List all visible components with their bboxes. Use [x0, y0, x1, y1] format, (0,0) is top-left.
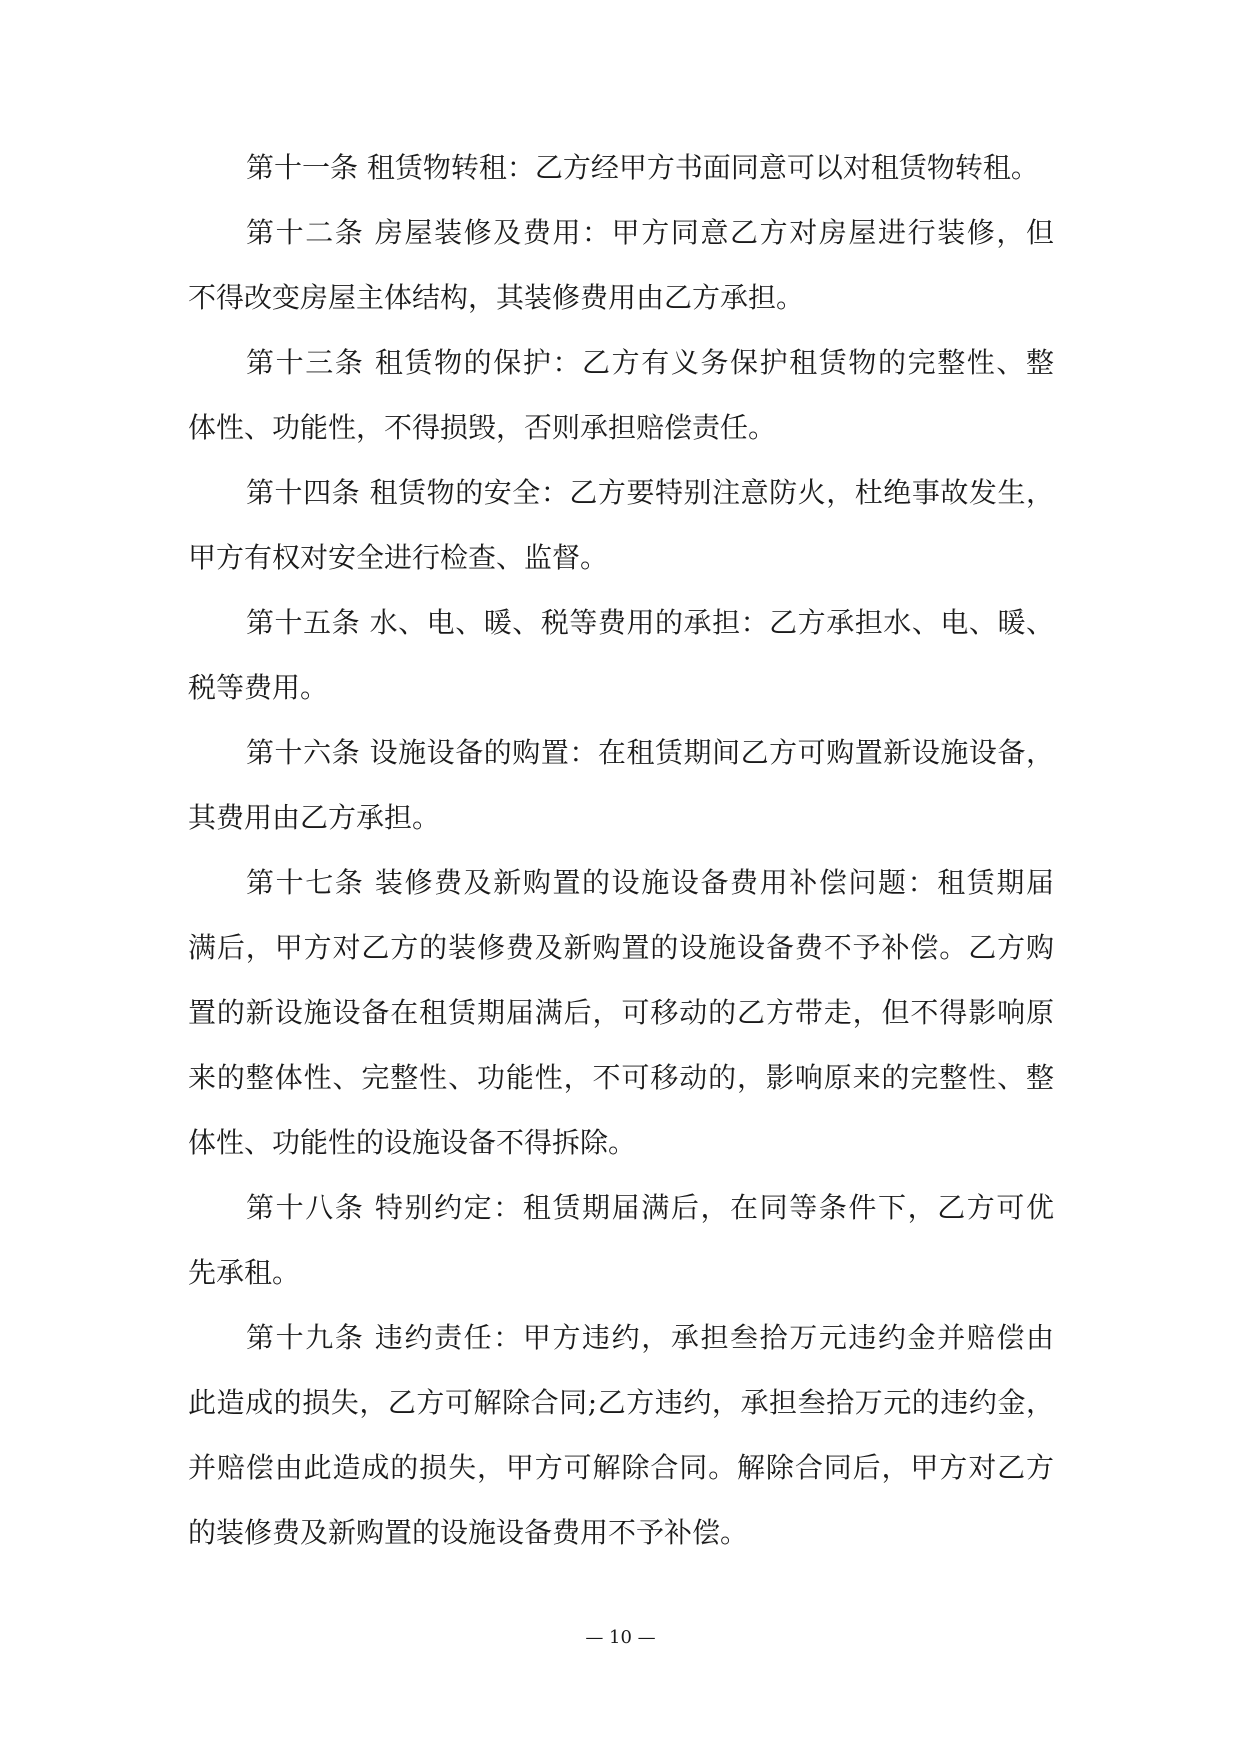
article-line: 第十八条 特别约定：租赁期届满后，在同等条件下，乙方可优 [246, 1191, 1054, 1224]
article-14 [188, 477, 1054, 573]
article-12 [188, 217, 1054, 313]
article-line: 第十四条 租赁物的安全：乙方要特别注意防火，杜绝事故发生， [246, 476, 1054, 509]
article-line: 第十六条 设施设备的购置：在租赁期间乙方可购置新设施设备， [246, 736, 1054, 769]
article-line: 税等费用。 [188, 671, 329, 704]
article-line: 先承租。 [188, 1256, 301, 1289]
article-15 [188, 607, 1054, 703]
article-line: 满后，甲方对乙方的装修费及新购置的设施设备费不予补偿。乙方购 [188, 931, 1054, 964]
article-19 [188, 1322, 1054, 1548]
page-number: — 10 — [585, 1627, 656, 1648]
article-line: 置的新设施设备在租赁期届满后，可移动的乙方带走，但不得影响原 [188, 996, 1054, 1029]
article-line: 不得改变房屋主体结构，其装修费用由乙方承担。 [188, 281, 805, 314]
article-18 [188, 1192, 1054, 1288]
article-17 [188, 867, 1054, 1158]
article-line: 来的整体性、完整性、功能性，不可移动的，影响原来的完整性、整 [188, 1061, 1054, 1094]
article-line: 其费用由乙方承担。 [188, 801, 441, 834]
article-line: 第十三条 租赁物的保护：乙方有义务保护租赁物的完整性、整 [246, 346, 1054, 379]
article-line: 体性、功能性，不得损毁，否则承担赔偿责任。 [188, 411, 777, 444]
document-body [188, 152, 1054, 1582]
article-line: 第十九条 违约责任：甲方违约，承担叁拾万元违约金并赔偿由 [246, 1321, 1054, 1354]
article-line: 此造成的损失，乙方可解除合同;乙方违约，承担叁拾万元的违约金， [188, 1386, 1054, 1419]
article-line: 第十五条 水、电、暖、税等费用的承担：乙方承担水、电、暖、 [246, 606, 1054, 639]
article-line: 甲方有权对安全进行检查、监督。 [188, 541, 609, 574]
article-line: 第十七条 装修费及新购置的设施设备费用补偿问题：租赁期届 [246, 866, 1054, 899]
article-line: 并赔偿由此造成的损失，甲方可解除合同。解除合同后，甲方对乙方 [188, 1451, 1054, 1484]
article-line: 的装修费及新购置的设施设备费用不予补偿。 [188, 1516, 749, 1549]
article-13 [188, 347, 1054, 443]
article-line: 体性、功能性的设施设备不得拆除。 [188, 1126, 637, 1159]
article-16 [188, 737, 1054, 833]
article-line: 第十二条 房屋装修及费用：甲方同意乙方对房屋进行装修，但 [246, 216, 1054, 249]
article-11 [188, 152, 1054, 183]
article-line: 第十一条 租赁物转租：乙方经甲方书面同意可以对租赁物转租。 [246, 151, 1039, 184]
